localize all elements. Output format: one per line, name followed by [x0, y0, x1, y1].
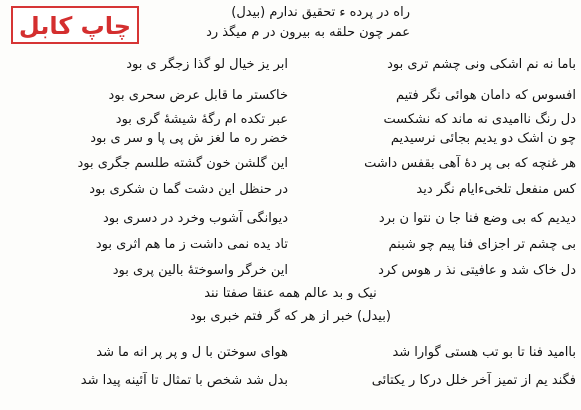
ghazal-2-couplet-1-first-hemistich: باامید فنا تا بو تب هستی گوارا شد [392, 345, 576, 360]
couplet-5-first-hemistich: هر غنچه که بی پر دهٔ آهی بقفس داشت [364, 156, 576, 171]
couplet-4-second-hemistich: خضر ره ما لغز ش پی پا و سر ی بود [90, 131, 288, 146]
signature-line: (بیدل) خبر از هر که گر فتم خبری بود [190, 309, 391, 324]
couplet-3-first-hemistich: دل رنگ ناامیدی نه ماند که نشکست [383, 112, 576, 127]
couplet-4-first-hemistich: چو ن اشک دو یدیم بجائی نرسیدیم [390, 131, 576, 146]
couplet-6-second-hemistich: در حنظل این دشت گما ن شکری بود [89, 182, 288, 197]
publisher-stamp: چاپ کابل [11, 6, 139, 44]
couplet-2-first-hemistich: افسوس که دامان هوائی نگر فتیم [395, 88, 576, 103]
ghazal-2-couplet-1-second-hemistich: هوای سوختن با ل و پر پر انه ما شد [96, 345, 288, 360]
couplet-8-first-hemistich: بی چشم تر اجزای فنا پیم چو شبنم [388, 237, 576, 252]
couplet-2-second-hemistich: خاکستر ما قابل عرض سحری بود [108, 88, 288, 103]
ghazal-2-couplet-2-second-hemistich: بدل شد شخص با تمثال تا آئینه پیدا شد [80, 373, 288, 388]
couplet-9-first-hemistich: دل خاک شد و عافیتی نذ ر هوس کرد [378, 263, 576, 278]
couplet-9-second-hemistich: این خرگر واسوختهٔ بالین پری بود [112, 263, 288, 278]
couplet-5-second-hemistich: این گلشن خون گشته طلسم جگری بود [77, 156, 288, 171]
header-line-1: راه در پرده ء تحقیق ندارم (بیدل) [231, 5, 410, 20]
couplet-7-first-hemistich: دیدیم که بی وضع فنا جا ن نتوا ن برد [378, 211, 576, 226]
couplet-3-second-hemistich: عبر تکده ام رگهٔ شیشهٔ گری بود [115, 112, 288, 127]
couplet-1-first-hemistich: باما نه نم اشکی ونی چشم تری بود [387, 57, 576, 72]
couplet-1-second-hemistich: ابر یز خیال لو گذا زجگر ی بود [126, 57, 288, 72]
closing-line: نیک و بد عالم همه عنقا صفتا نند [204, 286, 377, 301]
couplet-6-first-hemistich: کس منفعل تلخیءایام نگر دید [416, 182, 576, 197]
ghazal-2-couplet-2-first-hemistich: فگند یم از تمیز آخر خلل درکا ر یکتائی [371, 373, 576, 388]
header-line-2: عمر چون حلقه به بیرون در م میگذ رد [206, 25, 410, 40]
couplet-8-second-hemistich: تاد یده نمی داشت ز ما هم اثری بود [95, 237, 288, 252]
couplet-7-second-hemistich: دیوانگی آشوب وخرد در دسری بود [103, 211, 288, 226]
